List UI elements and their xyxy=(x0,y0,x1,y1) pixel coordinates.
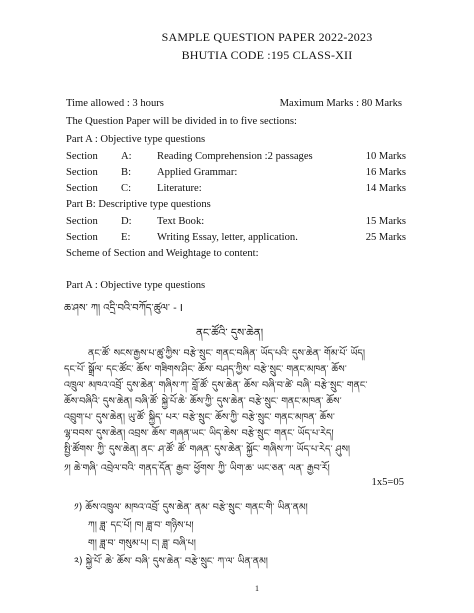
maximum-marks: Maximum Marks : 80 Marks xyxy=(279,98,402,109)
section-marks: 14 Marks xyxy=(365,183,406,194)
section-code: C: xyxy=(121,183,132,194)
section-name: Writing Essay, letter, application. xyxy=(157,232,298,243)
passage-title: ནང་ཚོའི་ དུས་ཆེན། xyxy=(196,327,264,339)
intro-text: The Question Paper will be divided in to five sections: xyxy=(66,116,297,127)
section-marks: 16 Marks xyxy=(365,167,406,178)
section-code: B: xyxy=(121,167,132,178)
passage-line: འཁྲུལ་ མཁའ་འབྲོ་ དུས་ཆེན་ གཞིས་ཀ་ བློ་ཚོ་ དུས་ཆེན་ ཆོས་ བཞི་བ་ཚེ་ བཞི་ བརྩེ་སྲུང་ གནང་ xyxy=(64,380,368,391)
section-label: Section xyxy=(66,151,98,162)
section-marks: 25 Marks xyxy=(365,232,406,243)
paper-subtitle: BHUTIA CODE :195 CLASS-XII xyxy=(181,48,353,62)
tibetan-section-heading: ཆ་ཤས་ ཀ། འདྲི་བའི་བཀོད་ཚུལ་ - I xyxy=(64,303,183,314)
section-marks: 10 Marks xyxy=(365,151,406,162)
passage-line: འབྲུག་པ་ དུས་ཆེན། ཡུ་ཚོ་ སྐྱིད་ པར་ བརྩེ་སྲུང་ ཆོས་ཀྱི་ བརྩེ་སྲུང་ གནང་མཁན་ ཆོས་ xyxy=(64,412,335,423)
section-label: Section xyxy=(66,183,98,194)
time-allowed: Time allowed : 3 hours xyxy=(66,98,164,109)
section-marks: 15 Marks xyxy=(365,216,406,227)
section-code: E: xyxy=(121,232,131,243)
part-a-objective-title: Part A : Objective type questions xyxy=(66,280,206,291)
passage-line: དང་པོ་ སྒྲོལ་ དང་ཚོང་ ཆོས་ གཟིགས་ཤིང་ ཆོས་ བཤད་ཀྱིས་ བརྩེ་སྲུང་ གནང་མཁན་ ཆོས་ xyxy=(64,364,347,375)
passage-line: ཆོས་བཞིའི་ དུས་ཆེན། བཞི་ཚོ་ སྐྱེ་པོ་ཆེ་ ཆོས་ཀྱི་ དུས་ཆེན་ བརྩེ་སྲུང་ གནང་མཁན་ ཆོས་ xyxy=(64,396,342,407)
question-one: ༡། ཆེ་གཞི་ འབྲེལ་བའི་ གནད་དོན་ རྒྱབ་ ཕྱོགས་ ཀྱི་ ཡིག་ཆ་ ཡང་ཅན་ ལན་ རྒྱབ་རོ། xyxy=(64,463,330,474)
question-one-marks: 1x5=05 xyxy=(371,477,404,488)
passage-line: སྤྱི་ཚོགས་ ཀྱི་ དུས་ཆེན། ནང་ ཤ་ཚོ་ ཚོ་ གཞན་ དུས་ཆེན་ སྐྱོང་ གཞིས་ཀ་ ཡོད་པ་རེད་ ཤུས། xyxy=(64,444,351,455)
section-label: Section xyxy=(66,232,98,243)
section-label: Section xyxy=(66,216,98,227)
scheme-text: Scheme of Section and Weightage to content: xyxy=(66,248,259,259)
section-code: D: xyxy=(121,216,132,227)
sub-question: ༡) ཆོས་འཁྲུལ་ མཁའ་འབྲོ་ དུས་ཆེན་ ནམ་ བརྩེ་སྲུང་ གནང་གི་ ཡིན་ནམ། xyxy=(74,502,308,513)
part-a-title: Part A : Objective type questions xyxy=(66,134,206,145)
answer-options: ག། ཟླ་བ་ གསུམ་པ། ང། ཟླ་ བཞི་པ། xyxy=(88,538,196,549)
part-b-title: Part B: Descriptive type questions xyxy=(66,199,211,210)
section-name: Applied Grammar: xyxy=(157,167,238,178)
sub-question: ༢) སྐྱེ་པོ་ ཆེ་ ཆོས་ བཞི་ དུས་ཆེན་ བརྩེ་སྲུང་ ཀ་ལ་ ཡིན་ནམ། xyxy=(74,556,268,567)
passage-line: ལྷ་བབས་ དུས་ཆེན། འབྲས་ ཆོས་ གཞན་ཡང་ ཡིད་ཆེས་ བརྩེ་སྲུང་ གནང་ ཡོད་པ་རེད། xyxy=(64,428,334,439)
section-code: A: xyxy=(121,151,132,162)
answer-options: ཀ། ཟླ་ དང་པོ། ཁ། ཟླ་བ་ གཉིས་པ། xyxy=(88,520,194,531)
paper-title: SAMPLE QUESTION PAPER 2022-2023 xyxy=(161,30,373,44)
passage-line: ནང་ཚོ་ སངས་རྒྱས་པ་ཚུ་ཀྱིས་ བརྩེ་སྲུང་ གནང་བཞིན་ ཡོད་པའི་ དུས་ཆེན་ གོམ་པོ་ ཡོད། xyxy=(88,348,366,359)
page-number: 1 xyxy=(255,584,259,593)
section-name: Text Book: xyxy=(157,216,205,227)
section-name: Reading Comprehension :2 passages xyxy=(157,151,313,162)
section-name: Literature: xyxy=(157,183,202,194)
section-label: Section xyxy=(66,167,98,178)
